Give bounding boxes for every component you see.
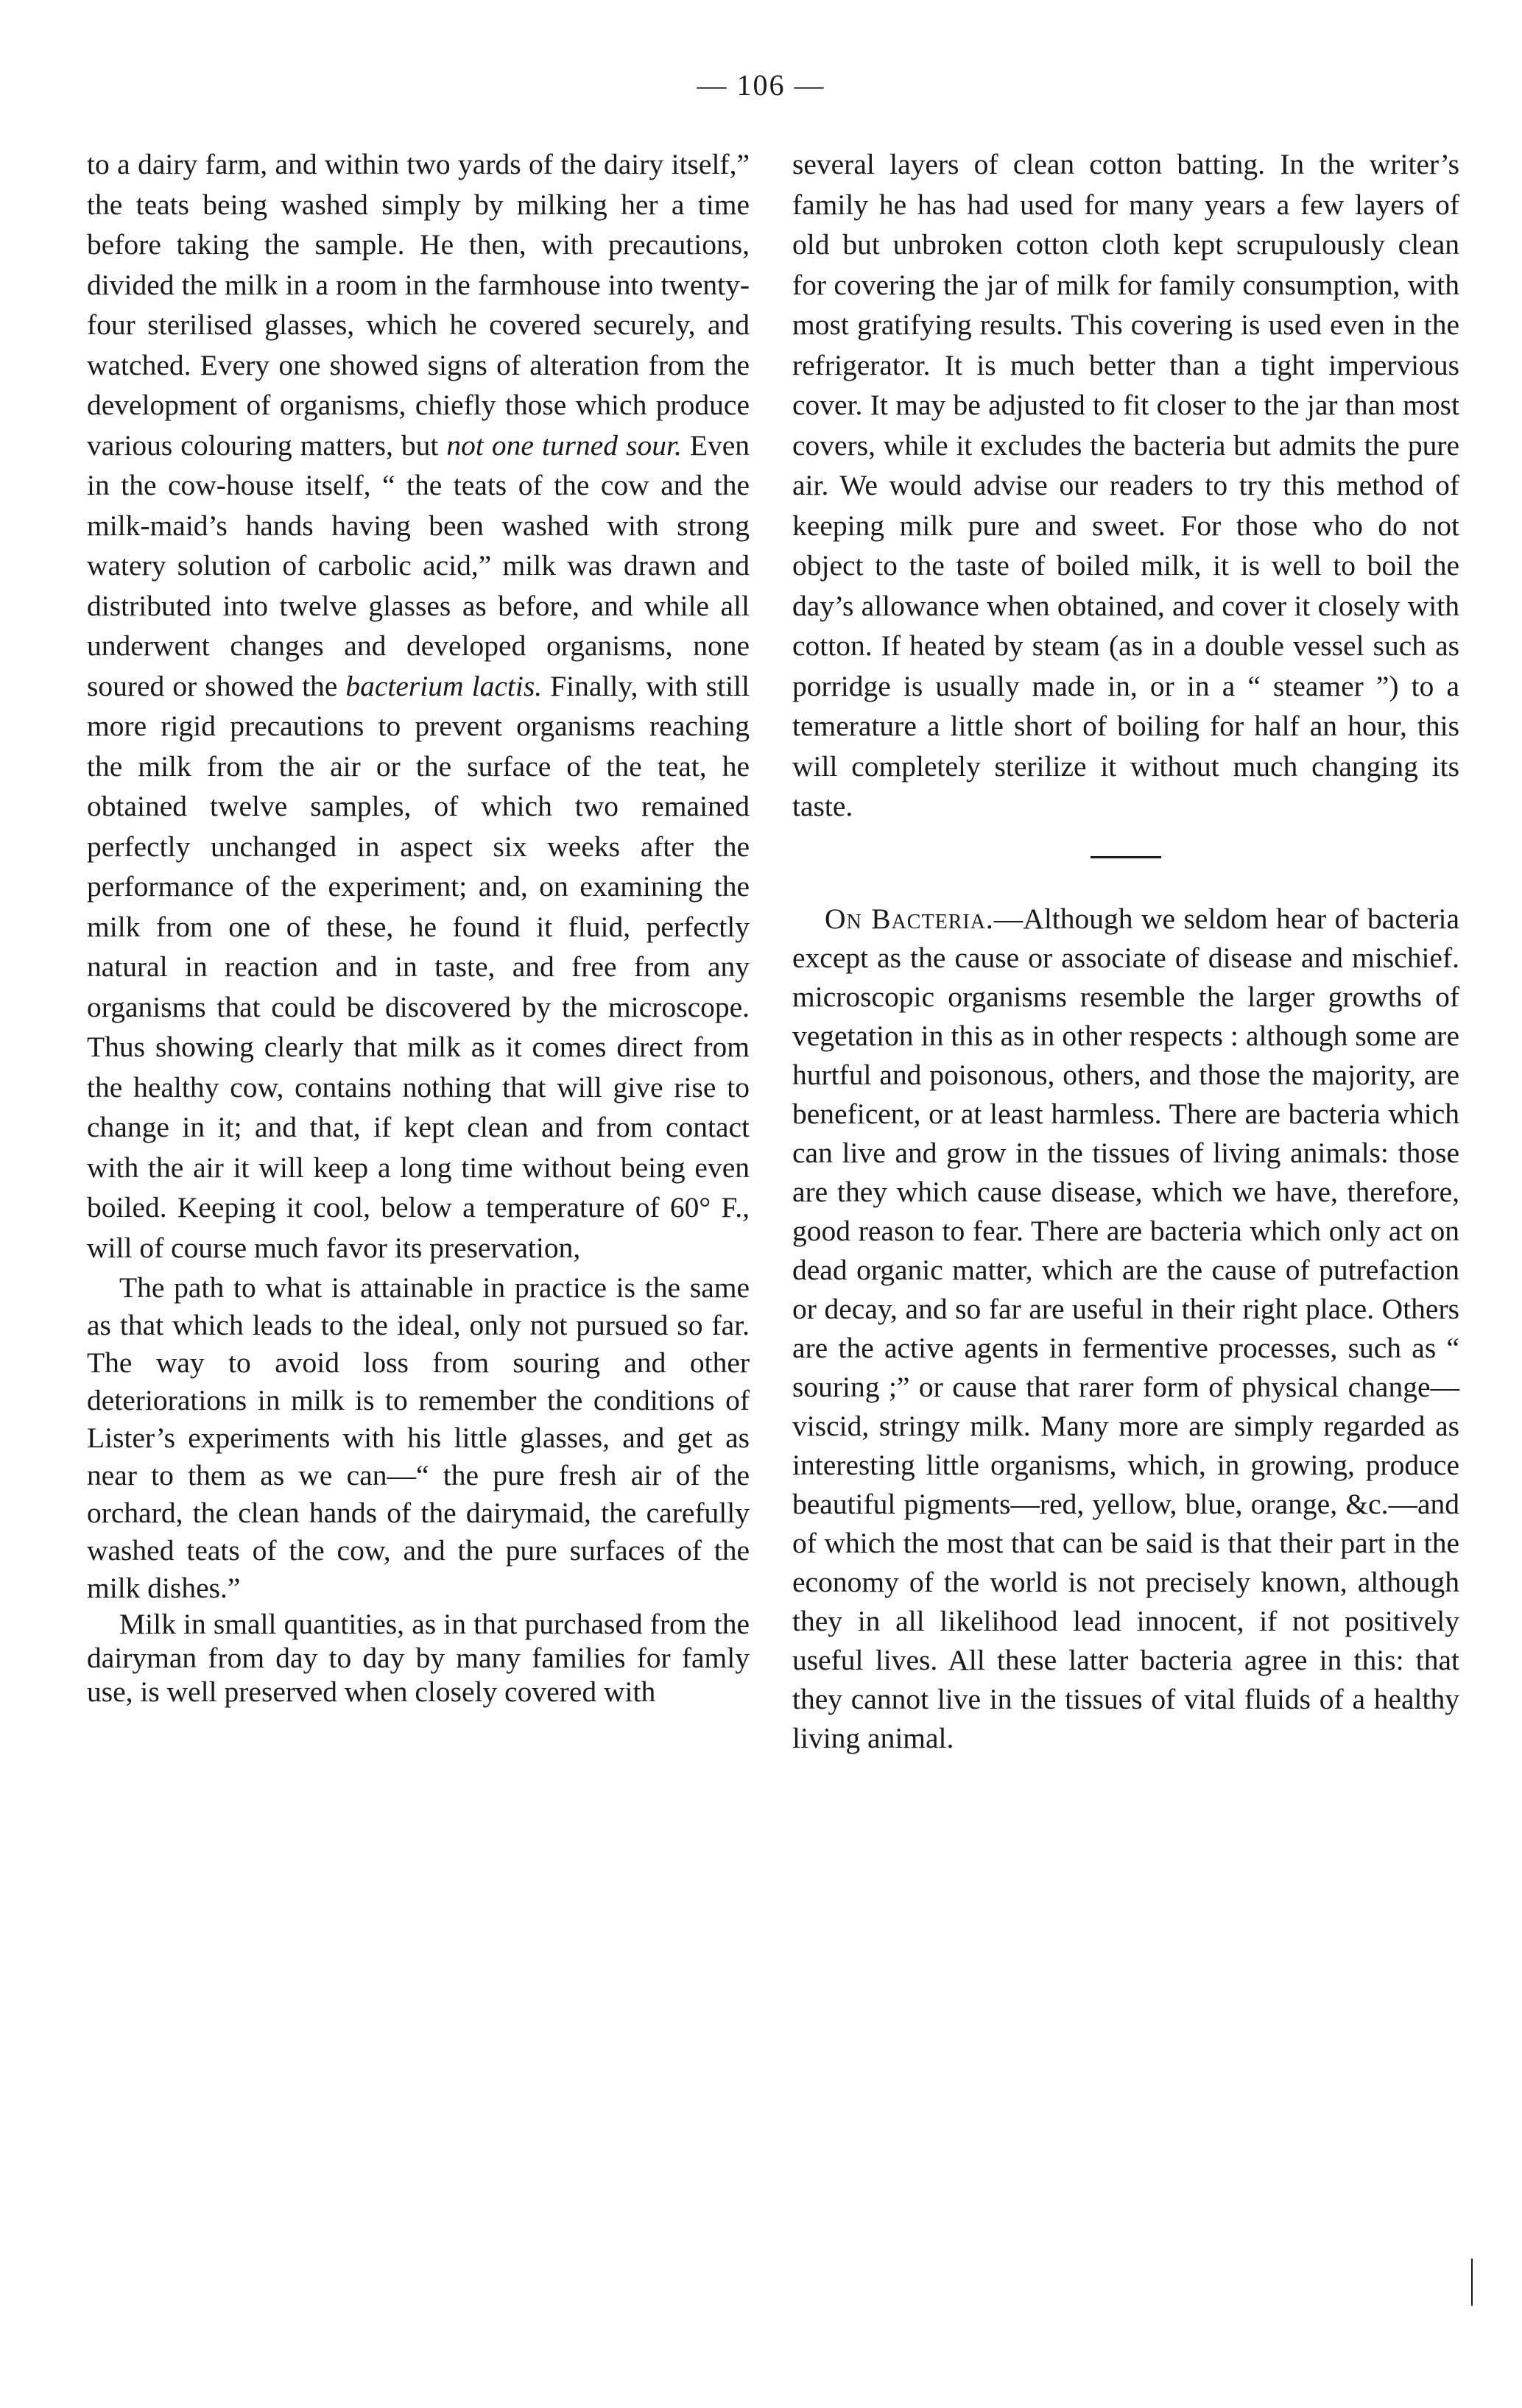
right-column <box>792 144 1459 1758</box>
paragraph-path-to-ideal: The path to what is attainable in practice is the same as that which leads to the ideal, only not pursued so far. The way to avoid loss from souring and other deteriorations in milk is to remember the conditions of Lister’s experiments with his little glasses, and get as near to them as we can—“ the pure fresh air of the orchard, the clean hands of the dairymaid, the carefully washed teats of the cow, and the pure surfaces of the milk dishes.” <box>87 1271 750 1604</box>
text-segment: to a dairy farm, and within two yards of the dairy itself,” the teats being washed simply by milking her a time before taking the sample. He then, with precautions, divided the milk in a room in the farmhouse into twenty-four sterilised glasses, which he covered securely, and watched. Every one showed signs of alteration from the development of organisms, chiefly those which produce various colouring matters, but <box>87 148 750 462</box>
margin-mark <box>1471 2259 1473 2306</box>
paragraph-on-bacteria <box>792 900 1459 1758</box>
paragraph-lister-experiment <box>87 144 750 1268</box>
section-heading: On Bacteria. <box>825 902 994 935</box>
left-column <box>87 144 750 1709</box>
text-segment: Finally, with still more rigid precautions to prevent organisms reaching the milk from the air or the surface of the teat, he obtained twelve samples, of which two remained perfectly unchanged in aspect six weeks after the performance of the experiment; and, on examining the milk from one of these, he found it fluid, perfectly natural in reaction and in taste, and free from any organisms that could be discovered by the microscope. Thus showing clearly that milk as it comes direct from the healthy cow, contains nothing that will give rise to change in it; and that, if kept clean and from contact with the air it will keep a long time without being even boiled. Keeping it cool, below a temperature of 60° F., will of course much favor its preservation, <box>87 669 750 1264</box>
italic-text: bacterium lactis. <box>345 669 543 702</box>
text-segment: —Although we seldom hear of bacteria except as the cause or associate of disease and mischief. microscopic organisms resemble the larger growths of vegetation in this as in other respects : although some are hurtful and poisonous, others, and those the majority, are beneficent, or at least harmless. There are bacteria which can live and grow in the tissues of living animals: those are they which cause disease, which we have, therefore, good reason to fear. There are bacteria which only act on dead organic matter, which are the cause of putrefaction or decay, and so far are useful in their right place. Others are the active agents in fermentive processes, such as “ souring ;” or cause that rarer form of physical change—viscid, stringy milk. Many more are simply regarded as interesting little organisms, which, in growing, produce beautiful pigments—red, yellow, blue, orange, &c.—and of which the most that can be said is that their part in the economy of the world is not precisely known, although they in all likelihood lead innocent, if not positively useful lives. All these latter bacteria agree in this: that they cannot live in the tissues of vital fluids of a healthy living animal. <box>792 902 1459 1754</box>
text-segment: Even in the cow-house itself, “ the teats of the cow and the milk-maid’s hands having been washed with strong watery solution of carbolic acid,” milk was drawn and distributed into twelve glasses as before, and while all underwent changes and developed organisms, none soured or showed the <box>87 428 750 702</box>
italic-text: not one turned sour. <box>446 428 682 462</box>
paragraph-cotton-covering: several layers of clean cotton batting. In the writer’s family he has had used for many years a few layers of old but unbroken cotton cloth kept scrupulously clean for covering the jar of milk for family consumption, with most gratifying results. This covering is used even in the refrigerator. It is much better than a tight impervious cover. It may be adjusted to fit closer to the jar than most covers, while it excludes the bacteria but admits the pure air. We would advise our readers to try this method of keeping milk pure and sweet. For those who do not object to the taste of boiled milk, it is well to boil the day’s allowance when obtained, and cover it closely with cotton. If heated by steam (as in a double vessel such as porridge is usually made in, or in a “ steamer ”) to a temerature a little short of boiling for half an hour, this will completely sterilize it without much changing its taste. <box>792 148 1459 822</box>
section-divider <box>1091 856 1161 858</box>
page-number: — 106 — <box>697 68 825 102</box>
paragraph-milk-small-quantities: Milk in small quantities, as in that purchased from the dairyman from day to day by many families for famly use, is well preserved when closely covered with <box>87 1608 750 1708</box>
